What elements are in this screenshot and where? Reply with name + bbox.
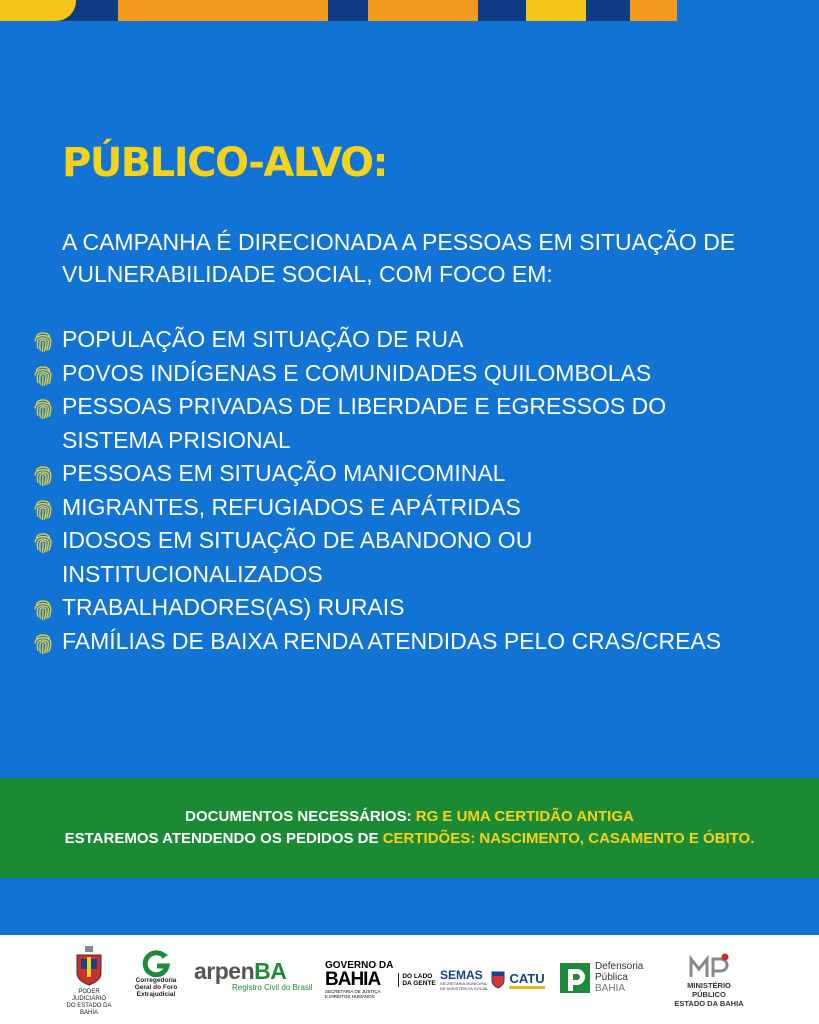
top-decorative-strip bbox=[0, 0, 677, 21]
list-item bbox=[30, 357, 790, 391]
fingerprint-icon bbox=[32, 497, 54, 521]
fingerprint-icon bbox=[32, 363, 54, 387]
defensoria-wordmark bbox=[595, 961, 643, 994]
service-value: CERTIDÕES: NASCIMENTO, CASAMENTO E ÓBITO. bbox=[382, 830, 755, 847]
arpen-subtitle: Registro Civil do Brasil bbox=[232, 983, 313, 992]
fingerprint-icon bbox=[32, 597, 54, 621]
governo-sub-2: E DIREITOS HUMANOS bbox=[325, 994, 375, 999]
target-audience-list bbox=[30, 323, 790, 658]
arpen-ba-logo bbox=[194, 959, 312, 992]
list-item-text: POVOS INDÍGENAS E COMUNIDADES QUILOMBOLAS bbox=[62, 359, 652, 386]
governo-slogan bbox=[398, 973, 435, 987]
list-item-text-continued: INSTITUCIONALIZADOS bbox=[62, 560, 323, 587]
strip-segment bbox=[630, 0, 677, 21]
defensoria-emblem-icon bbox=[560, 963, 590, 993]
tj-caption-1: PODER JUDICIÁRIO bbox=[71, 989, 106, 1002]
strip-segment bbox=[118, 0, 328, 21]
catu-name: CATU bbox=[509, 971, 544, 989]
ministerio-line-2: ESTADO DA BAHIA bbox=[674, 999, 744, 1008]
documents-line bbox=[185, 806, 634, 828]
documents-value: RG E UMA CERTIDÃO ANTIGA bbox=[415, 808, 634, 825]
page-title: PÚBLICO-ALVO: bbox=[62, 140, 388, 186]
semas-sub-1: SECRETARIA MUNICIPAL bbox=[440, 981, 488, 986]
fingerprint-icon bbox=[32, 530, 54, 554]
governo-bahia-logo bbox=[325, 961, 436, 999]
ministerio-publico-emblem-icon bbox=[687, 951, 731, 981]
required-documents-banner bbox=[0, 778, 819, 878]
defensoria-line-1: Defensoria bbox=[595, 961, 644, 972]
list-item-text: FAMÍLIAS DE BAIXA RENDA ATENDIDAS PELO CRAS/CREAS bbox=[62, 627, 722, 654]
strip-segment bbox=[368, 0, 478, 21]
ministerio-publico-logo bbox=[674, 951, 744, 1008]
partner-logos-footer bbox=[0, 935, 819, 1024]
catu-shield-icon bbox=[491, 971, 505, 989]
list-item-text: PESSOAS PRIVADAS DE LIBERDADE E EGRESSOS DO bbox=[62, 393, 667, 419]
fingerprint-icon bbox=[32, 396, 54, 420]
list-item bbox=[30, 323, 790, 357]
governo-slogan-2: DA GENTE bbox=[402, 980, 436, 987]
service-line bbox=[65, 828, 755, 850]
corregedoria-line-1: Corregedoria bbox=[135, 977, 177, 984]
strip-segment bbox=[526, 0, 586, 21]
corregedoria-logo bbox=[134, 949, 178, 998]
list-item-text: PESSOAS EM SITUAÇÃO MANICOMINAL bbox=[62, 460, 506, 486]
fingerprint-icon bbox=[32, 631, 54, 655]
semas-catu-logo bbox=[440, 969, 545, 991]
semas-name: SEMAS bbox=[440, 968, 483, 982]
list-item-text: POPULAÇÃO EM SITUAÇÃO DE RUA bbox=[62, 326, 464, 352]
defensoria-line-3: BAHIA bbox=[595, 983, 626, 994]
defensoria-line-2: Pública bbox=[595, 972, 628, 983]
service-label: ESTAREMOS ATENDENDO OS PEDIDOS DE bbox=[64, 830, 383, 847]
list-item bbox=[30, 491, 790, 525]
governo-line-1: GOVERNO DA bbox=[325, 960, 394, 971]
arpen-wordmark-b: BA bbox=[254, 958, 287, 984]
documents-label: DOCUMENTOS NECESSÁRIOS: bbox=[185, 808, 416, 825]
list-item-text: IDOSOS EM SITUAÇÃO DE ABANDONO OU bbox=[62, 527, 533, 553]
corregedoria-line-3: Extrajudicial bbox=[136, 991, 176, 998]
list-item-text: TRABALHADORES(AS) RURAIS bbox=[62, 594, 405, 620]
coat-of-arms-icon bbox=[74, 945, 104, 989]
semas-sub-2: DE ASSISTÊNCIA SOCIAL bbox=[440, 986, 489, 991]
semas-wordmark bbox=[440, 969, 488, 991]
list-item bbox=[30, 591, 790, 625]
corregedoria-line-2: Geral do Foro bbox=[134, 984, 178, 991]
intro-line-1: A CAMPANHA É DIRECIONADA A PESSOAS EM SITUAÇÃO DE bbox=[62, 229, 736, 255]
list-item bbox=[30, 457, 790, 491]
fingerprint-icon bbox=[32, 329, 54, 353]
corregedoria-emblem-icon bbox=[142, 949, 170, 977]
strip-segment bbox=[0, 0, 76, 21]
arpen-wordmark bbox=[194, 959, 286, 983]
ministerio-line-1: MINISTÉRIO PÚBLICO bbox=[687, 981, 731, 999]
list-item bbox=[30, 390, 790, 457]
governo-slogan-1: DO LADO bbox=[402, 973, 433, 980]
arpen-wordmark-a: arpen bbox=[194, 958, 255, 984]
governo-wordmark bbox=[325, 961, 393, 999]
list-item bbox=[30, 625, 790, 659]
tj-caption-2: DO ESTADO DA BAHIA bbox=[66, 1003, 112, 1016]
list-item bbox=[30, 524, 790, 591]
defensoria-logo bbox=[560, 961, 643, 994]
governo-line-2: BAHIA bbox=[325, 969, 381, 990]
fingerprint-icon bbox=[32, 463, 54, 487]
list-item-text-continued: SISTEMA PRISIONAL bbox=[62, 426, 291, 453]
governo-sub-1: SECRETARIA DE JUSTIÇA bbox=[325, 989, 381, 994]
tj-bahia-logo bbox=[62, 945, 116, 1017]
list-item-text: MIGRANTES, REFUGIADOS E APÁTRIDAS bbox=[62, 493, 521, 520]
intro-text bbox=[62, 226, 782, 290]
intro-line-2: VULNERABILIDADE SOCIAL, COM FOCO EM: bbox=[62, 261, 553, 287]
